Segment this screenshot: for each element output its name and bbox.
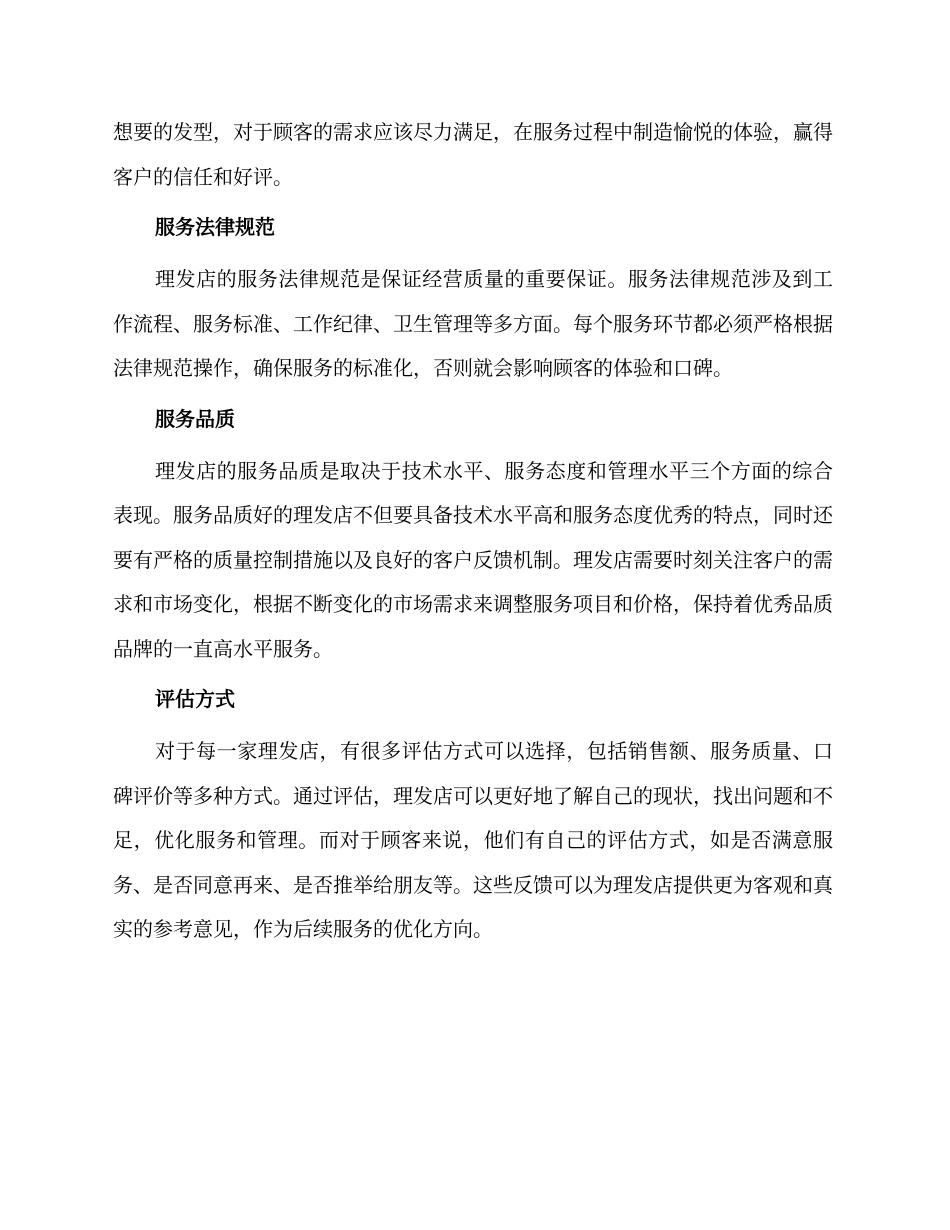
intro-paragraph: 想要的发型，对于顾客的需求应该尽力满足，在服务过程中制造愉悦的体验，赢得客户的信任和好评。 <box>113 120 833 189</box>
section-paragraph-service-quality: 理发店的服务品质是取决于技术水平、服务态度和管理水平三个方面的综合表现。服务品质好的理发店不但要具备技术水平高和服务态度优秀的特点，同时还要有严格的质量控制措施以及良好的客户反馈机制。理发店需要时刻关注客户的需求和市场变化，根据不断变化的市场需求来调整服务项目和价格，保持着优秀品质品牌的一直高水平服务。 <box>113 458 833 661</box>
section-heading-evaluation-methods: 评估方式 <box>155 687 235 711</box>
section-paragraph-evaluation-methods: 对于每一家理发店，有很多评估方式可以选择，包括销售额、服务质量、口碑评价等多种方式。通过评估，理发店可以更好地了解自己的现状，找出问题和不足，优化服务和管理。而对于顾客来说，他们有自己的评估方式，如是否满意服务、是否同意再来、是否推举给朋友等。这些反馈可以为理发店提供更为客观和真实的参考意见，作为后续服务的优化方向。 <box>113 739 833 941</box>
section-heading-service-quality: 服务品质 <box>155 406 235 431</box>
section-heading-legal-norms: 服务法律规范 <box>155 215 275 239</box>
document-page <box>113 110 833 952</box>
section-paragraph-legal-norms: 理发店的服务法律规范是保证经营质量的重要保证。服务法律规范涉及到工作流程、服务标准、工作纪律、卫生管理等多方面。每个服务环节都必须严格根据法律规范操作，确保服务的标准化，否则就会影响顾客的体验和口碑。 <box>113 267 833 380</box>
